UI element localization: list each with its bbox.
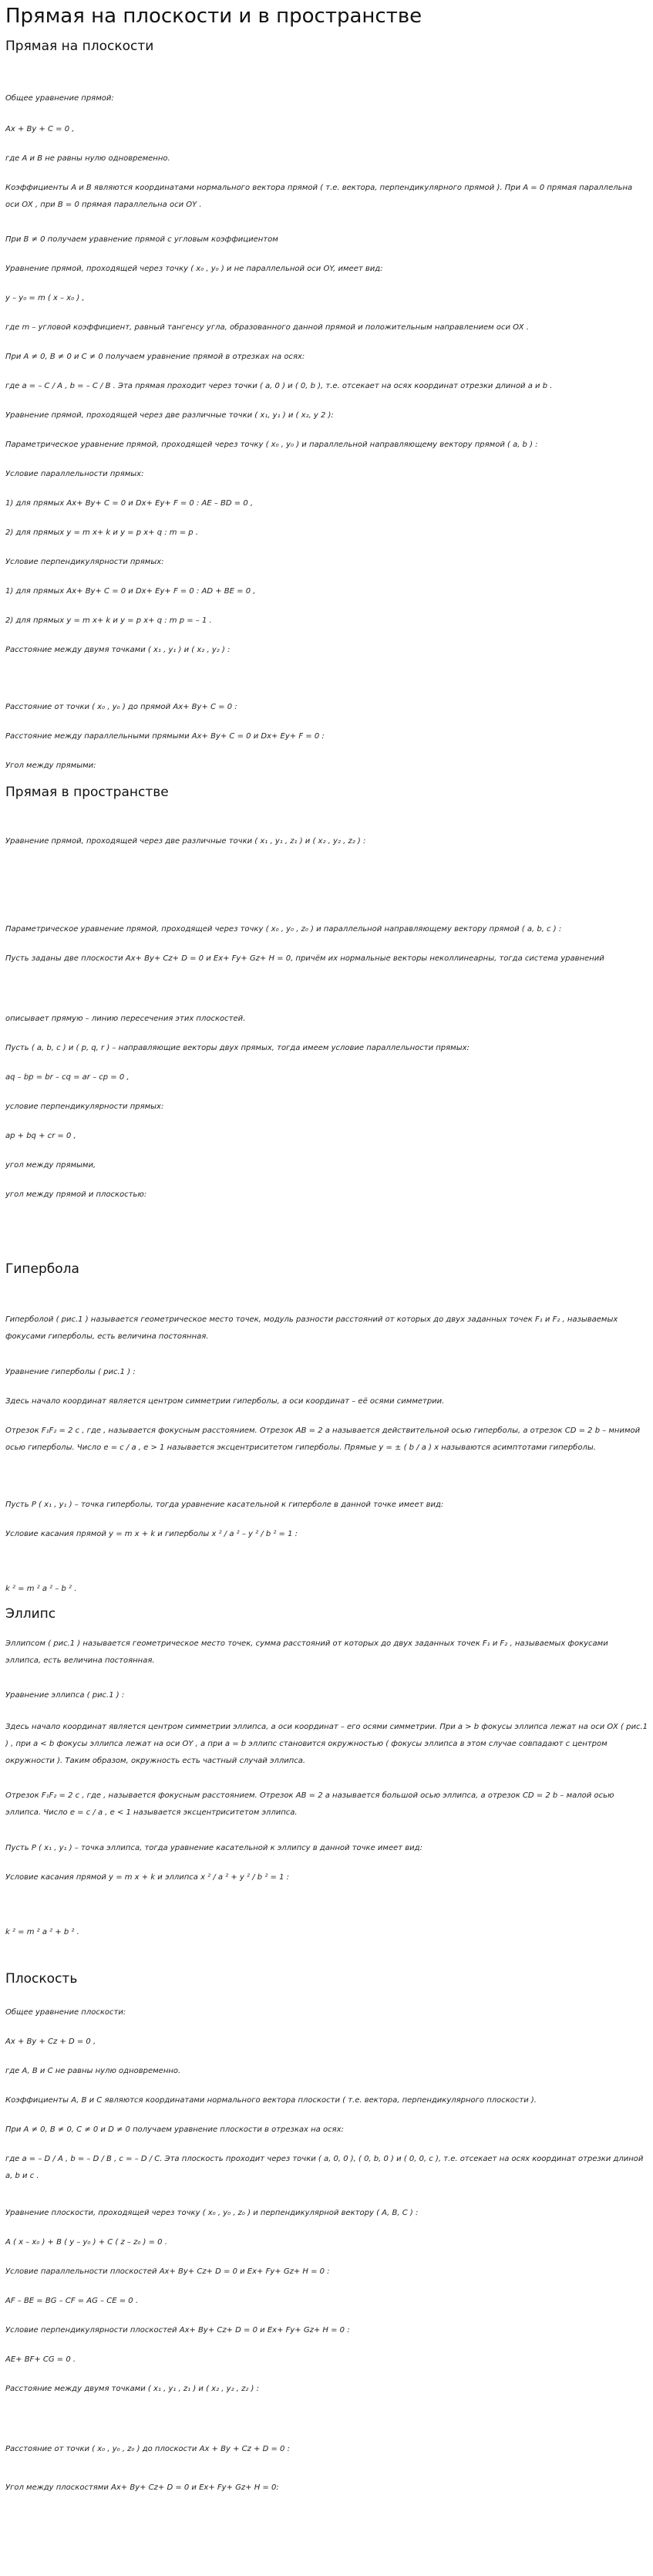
- paragraph: Расстояние от точки ( x₀ , y₀ , z₀ ) до плоскости Ax + By + Cz + D = 0 :: [5, 2445, 290, 2453]
- paragraph: Параметрическое уравнение прямой, проходящей через точку ( x₀ , y₀ ) и параллельной направляющему вектору прямой ( a, b ) :: [5, 441, 538, 449]
- paragraph: описывает прямую – линию пересечения этих плоскостей.: [5, 1015, 246, 1023]
- formula: AF – BE = BG – CF = AG – CE = 0 .: [5, 2297, 139, 2305]
- paragraph: Гиперболой ( рис.1 ) называется геометрическое место точек, модуль разности расстояний от которых до двух заданных точек F₁ и F₂ , называемых фокусами гиперболы, есть величина постоянная.: [5, 1315, 618, 1341]
- paragraph: Расстояние между параллельными прямыми Ax+ By+ C = 0 и Dx+ Ey+ F = 0 :: [5, 732, 325, 741]
- paragraph: Уравнение прямой, проходящей через точку ( x₀ , y₀ ) и не параллельной оси OY, имеет вид:: [5, 265, 383, 273]
- section-heading-plane: Плоскость: [5, 1971, 78, 1987]
- page-title: Прямая на плоскости и в пространстве: [5, 5, 422, 28]
- paragraph: Уравнение эллипса ( рис.1 ) :: [5, 1691, 125, 1700]
- paragraph: Расстояние от точки ( x₀ , y₀ ) до прямой Ax+ By+ C = 0 :: [5, 703, 237, 711]
- paragraph: где A и B не равны нулю одновременно.: [5, 154, 170, 163]
- paragraph: При A ≠ 0, B ≠ 0, C ≠ 0 и D ≠ 0 получаем уравнение плоскости в отрезках на осях:: [5, 2125, 344, 2134]
- paragraph: Пусть P ( x₁ , y₁ ) – точка эллипса, тогда уравнение касательной к эллипсу в данной точке имеет вид:: [5, 1844, 422, 1852]
- paragraph: Общее уравнение прямой:: [5, 94, 114, 103]
- paragraph: где a = – C / A , b = – C / B . Эта прямая проходит через точки ( a, 0 ) и ( 0, b ), т.е. отсекает на осях координат отрезки длиной a и b .: [5, 382, 553, 390]
- paragraph: Эллипсом ( рис.1 ) называется геометрическое место точек, сумма расстояний от которых до двух заданных точек F₁ и F₂ , называемых фокусами эллипса, есть величина постоянная.: [5, 1639, 608, 1665]
- paragraph: Уравнение прямой, проходящей через две различные точки ( x₁, y₁ ) и ( x₂, y 2 ):: [5, 411, 334, 420]
- paragraph: Здесь начало координат является центром симметрии эллипса, а оси координат – его осями симметрии. При a > b фокусы эллипса лежат на оси OX ( рис.1 ) , при a < b фокусы эллипса лежат на оси OY , а при a = b эллипс становится окружностью ( фокусы эллипса в этом случае совпадают с центром окружности ). Таким образом, окружность есть частный случай эллипса.: [5, 1723, 648, 1765]
- section-heading-hyperbola: Гипербола: [5, 1261, 79, 1277]
- paragraph: Уравнение плоскости, проходящей через точку ( x₀ , y₀ , z₀ ) и перпендикулярной вектору ( A, B, C ) :: [5, 2209, 419, 2217]
- paragraph: Отрезок F₁F₂ = 2 c , где , называется фокусным расстоянием. Отрезок AB = 2 a называется действительной осью гиперболы, а отрезок CD = 2 b – мнимой осью гиперболы. Число e = c / a , e > 1 называется эксцентриситетом гиперболы. Прямые y = ± ( b / a ) x называются асимптотами гиперболы.: [5, 1426, 641, 1452]
- paragraph: Угол между плоскостями Ax+ By+ Cz+ D = 0 и Ex+ Fy+ Gz+ H = 0:: [5, 2483, 279, 2492]
- paragraph: где A, B и C не равны нулю одновременно.: [5, 2067, 181, 2075]
- paragraph: угол между прямыми,: [5, 1161, 96, 1170]
- paragraph: где m – угловой коэффициент, равный тангенсу угла, образованного данной прямой и положительным направлением оси OX .: [5, 323, 529, 332]
- formula: y – y₀ = m ( x – x₀ ) ,: [5, 294, 85, 302]
- paragraph: Условие касания прямой y = m x + k и гиперболы x ² / a ² – y ² / b ² = 1 :: [5, 1530, 298, 1538]
- paragraph: Расстояние между двумя точками ( x₁ , y₁ , z₁ ) и ( x₂ , y₂ , z₂ ) :: [5, 2385, 259, 2393]
- paragraph: Расстояние между двумя точками ( x₁ , y₁ ) и ( x₂ , y₂ ) :: [5, 646, 231, 654]
- paragraph: Условие касания прямой y = m x + k и эллипса x ² / a ² + y ² / b ² = 1 :: [5, 1873, 289, 1882]
- formula: 2) для прямых y = m x+ k и y = p x+ q : m = p .: [5, 528, 198, 537]
- formula: aq – bp = br – cq = ar – cp = 0 ,: [5, 1073, 130, 1082]
- paragraph: Условие параллельности плоскостей Ax+ By+ Cz+ D = 0 и Ex+ Fy+ Gz+ H = 0 :: [5, 2267, 330, 2276]
- paragraph: При B ≠ 0 получаем уравнение прямой с угловым коэффициентом: [5, 235, 278, 244]
- formula: k ² = m ² a ² – b ² .: [5, 1585, 77, 1593]
- section-heading-space-line: Прямая в пространстве: [5, 785, 169, 800]
- section-heading-ellipse: Эллипс: [5, 1606, 56, 1622]
- formula: k ² = m ² a ² + b ² .: [5, 1928, 79, 1936]
- paragraph: Угол между прямыми:: [5, 761, 96, 770]
- paragraph: Уравнение гиперболы ( рис.1 ) :: [5, 1368, 136, 1376]
- paragraph: Пусть заданы две плоскости Ax+ By+ Cz+ D = 0 и Ex+ Fy+ Gz+ H = 0, причём их нормальные векторы неколлинеарны, тогда система уравнений: [5, 954, 604, 963]
- paragraph: Здесь начало координат является центром симметрии гиперболы, а оси координат – её осями симметрии.: [5, 1397, 445, 1406]
- paragraph: Коэффициенты A, B и C являются координатами нормального вектора плоскости ( т.е. вектора, перпендикулярного плоскости ).: [5, 2096, 537, 2105]
- paragraph: При A ≠ 0, B ≠ 0 и C ≠ 0 получаем уравнение прямой в отрезках на осях:: [5, 353, 305, 361]
- formula: 2) для прямых y = m x+ k и y = p x+ q : m p = – 1 .: [5, 616, 212, 625]
- paragraph: Условие перпендикулярности прямых:: [5, 558, 164, 566]
- formula: A ( x – x₀ ) + B ( y – y₀ ) + C ( z – z₀ ) = 0 .: [5, 2238, 167, 2247]
- formula: Ax + By + C = 0 ,: [5, 125, 75, 133]
- formula: 1) для прямых Ax+ By+ C = 0 и Dx+ Ey+ F = 0 : AE – BD = 0 ,: [5, 499, 254, 508]
- formula: AE+ BF+ CG = 0 .: [5, 2355, 76, 2364]
- formula: ap + bq + cr = 0 ,: [5, 1132, 76, 1140]
- paragraph: где a = – D / A , b = – D / B , c = – D / C. Эта плоскость проходит через точки ( a, 0, 0 ), ( 0, b, 0 ) и ( 0, 0, c ), т.е. отсекает на осях координат отрезки длиной a, b и c .: [5, 2155, 644, 2180]
- formula: 1) для прямых Ax+ By+ C = 0 и Dx+ Ey+ F = 0 : AD + BE = 0 ,: [5, 587, 256, 596]
- paragraph: Параметрическое уравнение прямой, проходящей через точку ( x₀ , y₀ , z₀ ) и параллельной направляющему вектору прямой ( a, b, c ) :: [5, 925, 562, 934]
- paragraph: Условие перпендикулярности плоскостей Ax+ By+ Cz+ D = 0 и Ex+ Fy+ Gz+ H = 0 :: [5, 2326, 350, 2335]
- paragraph: Пусть ( a, b, c ) и ( p, q, r ) – направляющие векторы двух прямых, тогда имеем условие параллельности прямых:: [5, 1044, 470, 1052]
- paragraph: Отрезок F₁F₂ = 2 c , где , называется фокусным расстоянием. Отрезок AB = 2 a называется большой осью эллипса, а отрезок CD = 2 b – малой осью эллипса. Число e = c / a , e < 1 называется эксцентриситетом эллипса.: [5, 1791, 614, 1817]
- paragraph: условие перпендикулярности прямых:: [5, 1102, 164, 1111]
- section-heading-plane-line: Прямая на плоскости: [5, 39, 154, 54]
- paragraph: Общее уравнение плоскости:: [5, 2008, 126, 2017]
- paragraph: Пусть P ( x₁ , y₁ ) – точка гиперболы, тогда уравнение касательной к гиперболе в данной точке имеет вид:: [5, 1501, 444, 1509]
- paragraph: Уравнение прямой, проходящей через две различные точки ( x₁ , y₁ , z₁ ) и ( x₂ , y₂ , z₂ ) :: [5, 837, 366, 846]
- paragraph: Коэффициенты A и B являются координатами нормального вектора прямой ( т.е. вектора, перпендикулярного прямой ). При A = 0 прямая параллельна оси OX , при B = 0 прямая параллельна оси OY .: [5, 184, 633, 209]
- formula: Ax + By + Cz + D = 0 ,: [5, 2038, 96, 2046]
- paragraph: Условие параллельности прямых:: [5, 470, 144, 478]
- paragraph: угол между прямой и плоскостью:: [5, 1190, 147, 1199]
